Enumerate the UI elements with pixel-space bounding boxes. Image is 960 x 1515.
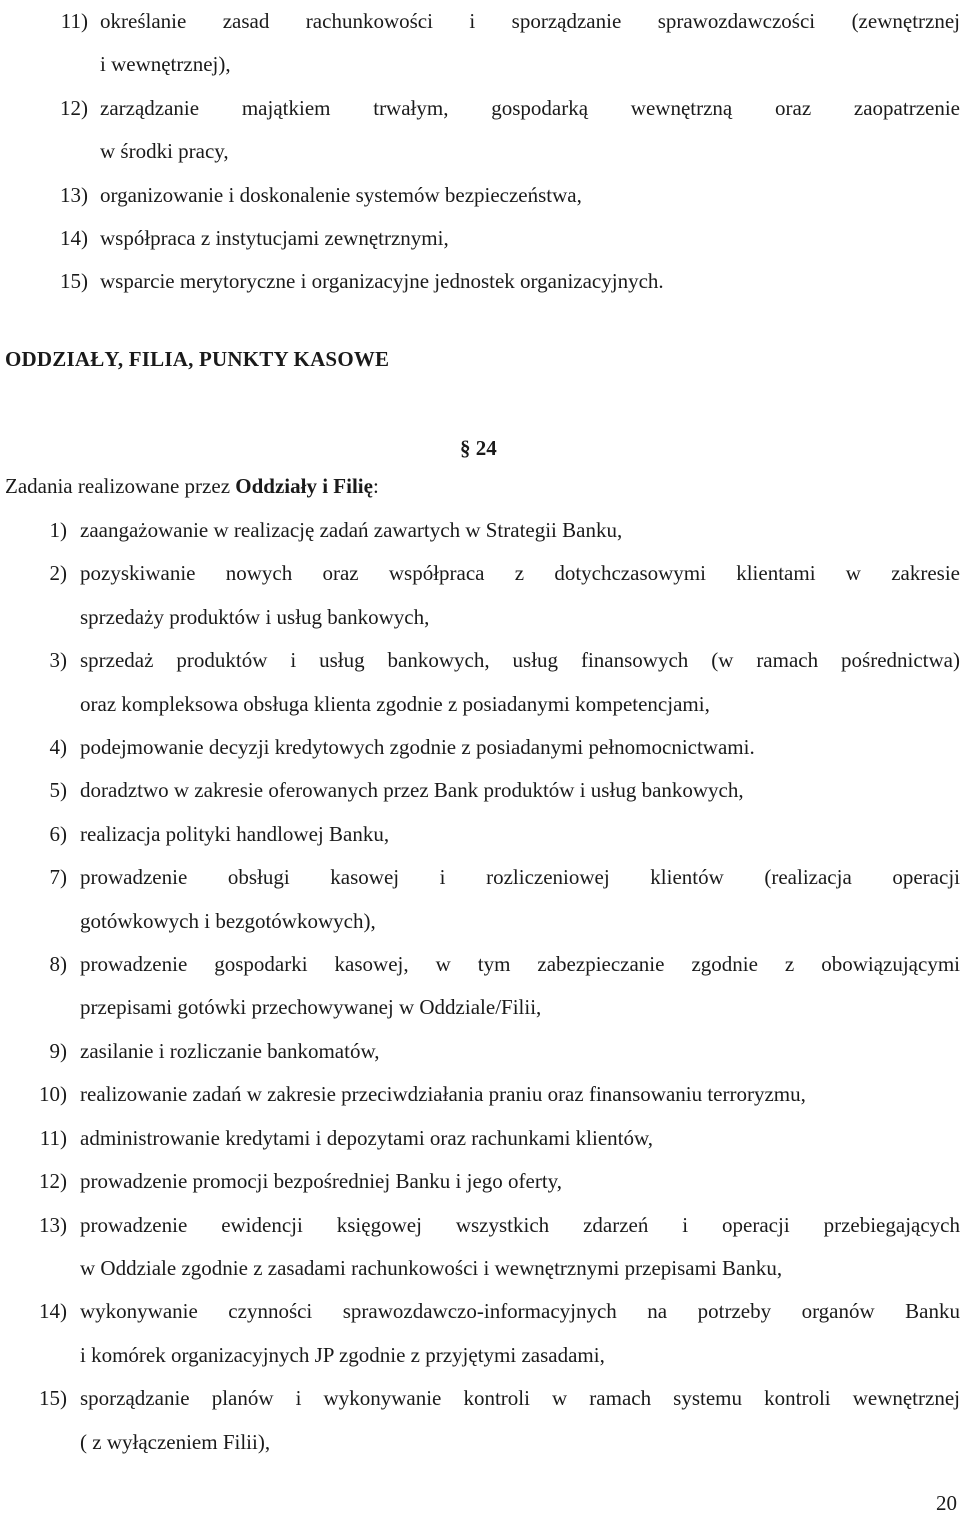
list-item-number: 14) (39, 1299, 67, 1324)
list-item-text-line: sporządzanie planów i wykonywanie kontroli w ramach systemu kontroli wewnętrznej (80, 1386, 960, 1411)
list-item-text-line: gotówkowych i bezgotówkowych), (80, 908, 376, 933)
list-item-number: 11) (60, 9, 88, 33)
list-item-number: 11) (39, 1125, 67, 1150)
continued-task-list (0, 0, 960, 304)
list-item-text-line: realizacja polityki handlowej Banku, (80, 821, 390, 846)
list-item (0, 87, 960, 174)
list-item (0, 552, 960, 639)
list-item-number: 5) (49, 778, 67, 803)
page-number: 20 (936, 1491, 957, 1515)
list-item (0, 1030, 960, 1073)
branch-task-list (0, 509, 960, 1464)
list-item (0, 0, 960, 87)
list-item-text-line: organizowanie i doskonalenie systemów bezpieczeństwa, (100, 182, 582, 207)
intro-suffix: : (372, 474, 379, 498)
section-heading: ODDZIAŁY, FILIA, PUNKTY KASOWE (5, 347, 390, 371)
list-item-text-line: ( z wyłączeniem Filii), (80, 1429, 271, 1454)
list-item-number: 6) (49, 821, 67, 846)
list-item-text-line: prowadzenie gospodarki kasowej, w tym zabezpieczanie zgodnie z obowiązującymi (80, 952, 960, 977)
list-item (0, 1204, 960, 1291)
list-item (0, 260, 960, 303)
list-item (0, 217, 960, 260)
list-item-text-line: i wewnętrznej), (100, 52, 231, 77)
list-item-text-line: zarządzanie majątkiem trwałym, gospodarką wewnętrzną oraz zaopatrzenie (100, 95, 960, 120)
list-item-text-line: doradztwo w zakresie oferowanych przez Bank produktów i usług bankowych, (80, 778, 744, 803)
list-item-number: 7) (49, 865, 67, 890)
list-item-text-line: prowadzenie ewidencji księgowej wszystkich zdarzeń i operacji przebiegających (80, 1212, 960, 1237)
list-item-text-line: wykonywanie czynności sprawozdawczo-informacyjnych na potrzeby organów Banku (80, 1299, 960, 1324)
list-item-number: 9) (49, 1038, 67, 1063)
list-item-number: 1) (49, 518, 67, 542)
list-item-number: 3) (49, 648, 67, 673)
list-item-text-line: wsparcie merytoryczne i organizacyjne jednostek organizacyjnych. (100, 269, 664, 294)
list-item (0, 943, 960, 1030)
list-item (0, 1117, 960, 1160)
list-item-text-line: oraz kompleksowa obsługa klienta zgodnie z posiadanymi kompetencjami, (80, 691, 710, 716)
list-item-text-line: prowadzenie promocji bezpośredniej Banku i jego oferty, (80, 1169, 563, 1194)
intro-bold: Oddziały i Filię (235, 474, 373, 498)
list-item-text-line: administrowanie kredytami i depozytami oraz rachunkami klientów, (80, 1125, 654, 1150)
list-item (0, 813, 960, 856)
list-item-number: 2) (49, 561, 67, 586)
list-item-number: 13) (60, 182, 88, 207)
list-item-text-line: i komórek organizacyjnych JP zgodnie z przyjętymi zasadami, (80, 1342, 605, 1367)
paragraph-number: § 24 (460, 436, 497, 460)
list-item-text-line: zaangażowanie w realizację zadań zawartych w Strategii Banku, (80, 518, 623, 542)
list-item-text-line: określanie zasad rachunkowości i sporządzanie sprawozdawczości (zewnętrznej (100, 9, 960, 33)
list-item-text-line: sprzedaży produktów i usług bankowych, (80, 604, 430, 629)
list-item (0, 1290, 960, 1377)
intro-text (5, 466, 379, 506)
list-item-text-line: prowadzenie obsługi kasowej i rozliczeniowej klientów (realizacja operacji (80, 865, 960, 890)
list-item (0, 726, 960, 769)
list-item-text-line: przepisami gotówki przechowywanej w Oddziale/Filii, (80, 995, 542, 1020)
list-item-text-line: realizowanie zadań w zakresie przeciwdziałania praniu oraz finansowaniu terroryzmu, (80, 1082, 806, 1107)
list-item-number: 14) (60, 226, 88, 251)
list-item-number: 12) (39, 1169, 67, 1194)
list-item-number: 15) (60, 269, 88, 294)
list-item-number: 4) (49, 735, 67, 760)
list-item-number: 8) (49, 952, 67, 977)
list-item-text-line: podejmowanie decyzji kredytowych zgodnie z posiadanymi pełnomocnictwami. (80, 735, 755, 760)
list-item-text-line: sprzedaż produktów i usług bankowych, usług finansowych (w ramach pośrednictwa) (80, 648, 960, 673)
list-item-number: 12) (60, 95, 88, 120)
list-item-text-line: zasilanie i rozliczanie bankomatów, (80, 1038, 380, 1063)
list-item-text-line: pozyskiwanie nowych oraz współpraca z dotychczasowymi klientami w zakresie (80, 561, 960, 586)
list-item-number: 10) (39, 1082, 67, 1107)
list-item (0, 639, 960, 726)
intro-prefix: Zadania realizowane przez (5, 474, 236, 498)
list-item-text-line: w środki pracy, (100, 139, 229, 164)
list-item-number: 13) (39, 1212, 67, 1237)
list-item (0, 174, 960, 217)
list-item-text-line: współpraca z instytucjami zewnętrznymi, (100, 226, 449, 251)
list-item (0, 509, 960, 552)
list-item (0, 1160, 960, 1203)
list-item (0, 769, 960, 812)
list-item (0, 856, 960, 943)
list-item-text-line: w Oddziale zgodnie z zasadami rachunkowości i wewnętrznymi przepisami Banku, (80, 1255, 783, 1280)
list-item (0, 1377, 960, 1464)
list-item (0, 1073, 960, 1116)
list-item-number: 15) (39, 1386, 67, 1411)
